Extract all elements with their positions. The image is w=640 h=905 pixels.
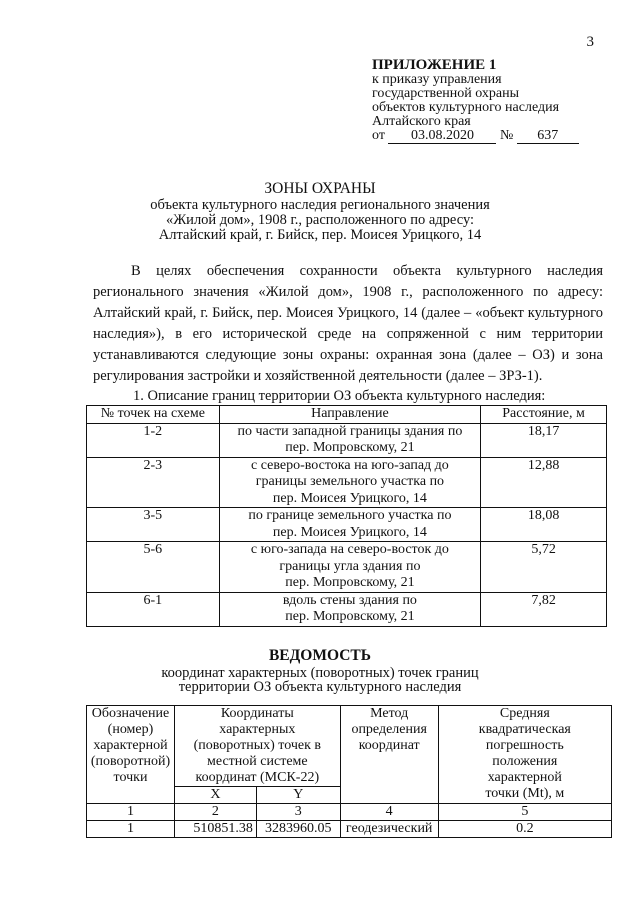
col-number: 4: [340, 804, 438, 821]
appendix-line: к приказу управления: [372, 72, 502, 87]
cell-points: 2-3: [87, 457, 220, 508]
cell-distance: 18,08: [481, 508, 607, 542]
header-x: X: [174, 787, 256, 804]
vedomost-line: координат характерных (поворотных) точек границ: [161, 665, 479, 681]
table-row: [87, 423, 607, 457]
cell-error: 0.2: [438, 821, 611, 838]
appendix-line: объектов культурного наследия: [372, 100, 560, 115]
order-number: 637: [517, 129, 579, 144]
cell-points: 5-6: [87, 542, 220, 593]
intro-paragraph: В целях обеспечения сохранности объекта культурного наследия регионального значения «Жилой дом», 1908 г., расположенного по адресу: Алтайский край, г. Бийск, пер. Моисея Урицкого, 14 (далее – «объект культурного наследия»), в его исторической среде на сопряженной с ним территории устанавливаются следующие зоны охраны: охранная зона (далее – ОЗ) и зона регулирования застройки и хозяйственной деятельности (далее – ЗРЗ-1).: [93, 263, 603, 384]
cell-points: 3-5: [87, 508, 220, 542]
cell-distance: 7,82: [481, 592, 607, 626]
vedomost-line: территории ОЗ объекта культурного наследия: [178, 679, 462, 695]
cell-direction: с северо-востока на юго-запад до границы земельного участка по пер. Моисея Урицкого, 14: [219, 457, 480, 508]
zones-line: «Жилой дом», 1908 г., расположенного по адресу:: [165, 212, 475, 228]
zones-line: Алтайский край, г. Бийск, пер. Моисея Урицкого, 14: [158, 227, 482, 243]
order-date-number: [372, 129, 612, 144]
col-number: 2: [174, 804, 256, 821]
table-row: [87, 508, 607, 542]
cell-direction: с юго-запада на северо-восток до границы угла здания по пер. Мопровскому, 21: [219, 542, 480, 593]
col-number: 1: [87, 804, 175, 821]
zones-line: объекта культурного наследия регионального значения: [150, 197, 490, 213]
boundary-table: [86, 405, 607, 627]
cell-distance: 12,88: [481, 457, 607, 508]
vedomost-heading: [0, 649, 640, 694]
table-row: [87, 592, 607, 626]
order-date: 03.08.2020: [388, 129, 496, 144]
table-row: [87, 821, 612, 838]
section1-caption: 1. Описание границ территории ОЗ объекта культурного наследия:: [133, 388, 546, 404]
header-error: Средняя квадратическая погрешность положения характерной точки (Mt), м: [438, 706, 611, 804]
header-y: Y: [256, 787, 340, 804]
cell-points: 6-1: [87, 592, 220, 626]
cell-y: 3283960.05: [256, 821, 340, 838]
col-number: 3: [256, 804, 340, 821]
page-number: 3: [586, 34, 594, 50]
zones-heading: [0, 181, 640, 243]
cell-point: 1: [87, 821, 175, 838]
header-points: № точек на схеме: [87, 406, 220, 424]
table-header-row: [87, 406, 607, 424]
header-method: Метод определения координат: [340, 706, 438, 804]
appendix-line: Алтайского края: [372, 114, 471, 129]
cell-distance: 5,72: [481, 542, 607, 593]
header-direction: Направление: [219, 406, 480, 424]
coordinates-table: [86, 705, 612, 838]
appendix-block: [372, 58, 612, 144]
header-distance: Расстояние, м: [481, 406, 607, 424]
number-label: №: [499, 128, 514, 143]
col-number: 5: [438, 804, 611, 821]
cell-points: 1-2: [87, 423, 220, 457]
table-header-row: [87, 706, 612, 787]
header-designation: Обозначение (номер) характерной (поворотной) точки: [87, 706, 175, 804]
header-coordinates: Координаты характерных (поворотных) точек в местной системе координат (МСК-22): [174, 706, 340, 787]
cell-direction: по части западной границы здания по пер. Мопровскому, 21: [219, 423, 480, 457]
cell-direction: по границе земельного участка по пер. Моисея Урицкого, 14: [219, 508, 480, 542]
cell-x: 510851.38: [174, 821, 256, 838]
appendix-line: государственной охраны: [372, 86, 520, 101]
cell-direction: вдоль стены здания по пер. Мопровскому, 21: [219, 592, 480, 626]
table-row: [87, 457, 607, 508]
cell-method: геодезический: [340, 821, 438, 838]
cell-distance: 18,17: [481, 423, 607, 457]
table-row: [87, 542, 607, 593]
appendix-title: ПРИЛОЖЕНИЕ 1: [372, 57, 497, 73]
from-label: от: [372, 128, 385, 143]
vedomost-title: ВЕДОМОСТЬ: [268, 647, 372, 664]
zones-title: ЗОНЫ ОХРАНЫ: [264, 180, 376, 197]
column-number-row: [87, 804, 612, 821]
